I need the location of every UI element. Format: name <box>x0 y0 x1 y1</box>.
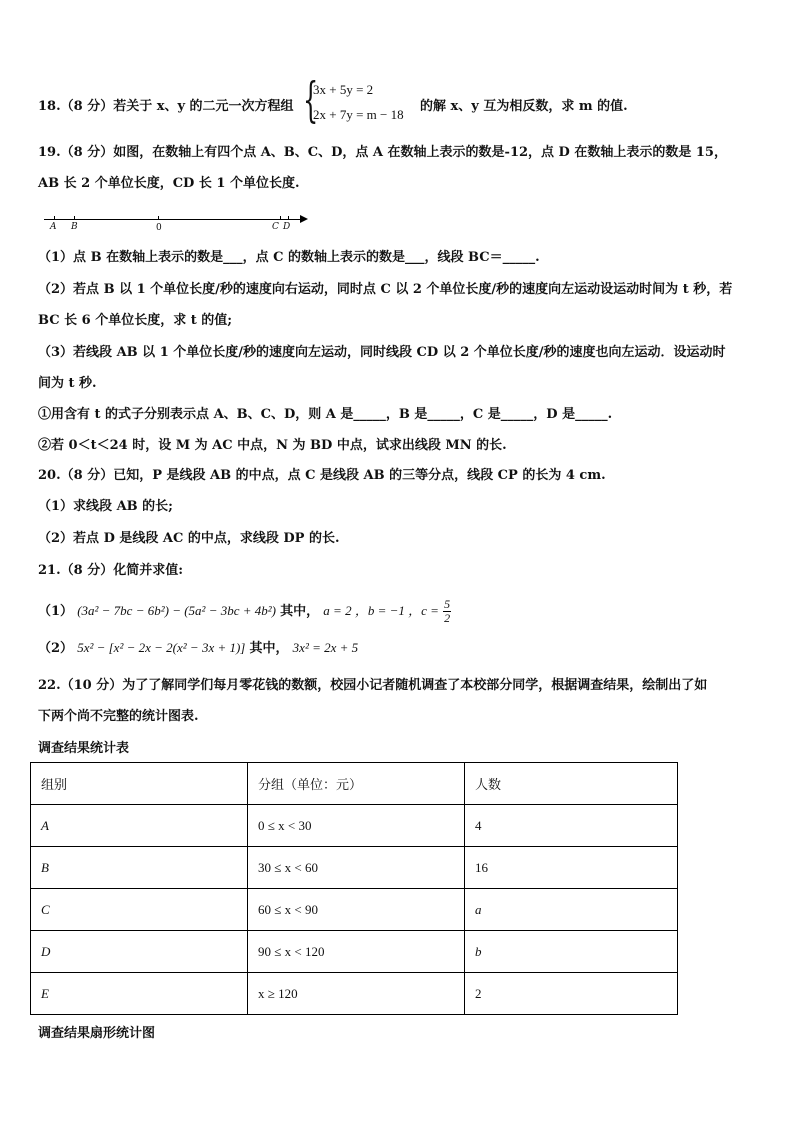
label-a: A <box>50 222 57 232</box>
q19-part3-b: 间为 t 秒. <box>38 376 97 391</box>
number-line <box>44 213 309 233</box>
q19-part3-d: ②若 0＜t＜24 时，设 M 为 AC 中点，N 为 BD 中点，试求出线段 MN 的长. <box>38 438 507 453</box>
fraction-denominator: 2 <box>444 611 451 625</box>
q20-part2: （2）若点 D 是线段 AC 的中点，求线段 DP 的长. <box>38 531 340 546</box>
table-cell-group: D <box>31 931 248 973</box>
label-d: D <box>283 222 291 232</box>
q21-part1-mid: 其中， <box>280 604 320 619</box>
q19-part2-a: （2）若点 B 以 1 个单位长度/秒的速度向右运动，同时点 C 以 2 个单位长度/秒的速度向左运动设运动时间为 t 秒，若 <box>38 282 733 297</box>
tick-d <box>288 216 289 220</box>
table-cell-group: B <box>31 847 248 889</box>
q18-equation-2: 2x + 7y = m − 18 <box>313 107 404 122</box>
q18-prefix: 18.（8 分）若关于 x、y 的二元一次方程组 <box>38 99 294 114</box>
q19-part3-a: （3）若线段 AB 以 1 个单位长度/秒的速度向左运动，同时线段 CD 以 2 个单位长度/秒的速度也向左运动．设运动时 <box>38 345 726 360</box>
table-row <box>31 973 678 1015</box>
table-cell-range: x ≥ 120 <box>248 973 465 1015</box>
q18-equation-1: 3x + 5y = 2 <box>313 82 374 97</box>
q21-line1: 21.（8 分）化简并求值: <box>38 563 183 578</box>
table-cell-range: 90 ≤ x < 120 <box>248 931 465 973</box>
table-cell-group: E <box>31 973 248 1015</box>
q21-part2-expression: 5x² − [x² − 2x − 2(x² − 3x + 1)] <box>77 640 246 655</box>
table-title: 调查结果统计表 <box>38 741 130 756</box>
label-zero: 0 <box>156 223 162 233</box>
q21-part2-label: （2） <box>38 641 74 656</box>
fraction-numerator: 5 <box>444 597 451 611</box>
q19-part2-b: BC 长 6 个单位长度，求 t 的值; <box>38 313 233 328</box>
arrow-right-icon <box>300 215 308 223</box>
q21-part2 <box>38 639 358 658</box>
fraction-five-halves <box>443 598 451 625</box>
number-line-axis <box>44 219 302 220</box>
q21-part1-condition: a = 2 ，b = −1 ，c = <box>323 603 439 618</box>
brace-icon: { <box>303 72 319 128</box>
table-row <box>31 805 678 847</box>
table-row <box>31 931 678 973</box>
table-cell-count: 4 <box>465 805 678 847</box>
q21-part2-condition: 3x² = 2x + 5 <box>292 640 359 655</box>
table-header-row <box>31 763 678 805</box>
q21-part1-label: （1） <box>38 604 74 619</box>
table-header-cell: 人数 <box>465 763 678 805</box>
table-header-cell: 分组（单位：元） <box>248 763 465 805</box>
tick-b <box>74 216 75 220</box>
tick-zero <box>158 216 159 220</box>
chart-title: 调查结果扇形统计图 <box>38 1026 156 1041</box>
table-cell-group: A <box>31 805 248 847</box>
table-cell-count: b <box>465 931 678 973</box>
q21-part1-expression: (3a² − 7bc − 6b²) − (5a² − 3bc + 4b²) <box>77 603 276 618</box>
q22-line1: 22.（10 分）为了了解同学们每月零花钱的数额，校园小记者随机调查了本校部分同学，根据调查结果，绘制出了如 <box>38 678 708 693</box>
table-row <box>31 889 678 931</box>
q19-part3-c: ①用含有 t 的式子分别表示点 A、B、C、D，则 A 是_____，B 是_____，C 是_____，D 是_____. <box>38 407 613 422</box>
q21-part1 <box>38 598 451 625</box>
survey-table <box>30 762 678 1015</box>
table-cell-range: 30 ≤ x < 60 <box>248 847 465 889</box>
table-cell-group: C <box>31 889 248 931</box>
q20-line1: 20.（8 分）已知，P 是线段 AB 的中点，点 C 是线段 AB 的三等分点，线段 CP 的长为 4 cm. <box>38 468 606 483</box>
table-cell-range: 60 ≤ x < 90 <box>248 889 465 931</box>
tick-c <box>280 216 281 220</box>
table-cell-count: 16 <box>465 847 678 889</box>
table-header-cell: 组别 <box>31 763 248 805</box>
q21-part2-mid: 其中， <box>249 641 289 656</box>
table-cell-count: a <box>465 889 678 931</box>
q20-part1: （1）求线段 AB 的长; <box>38 499 173 514</box>
label-c: C <box>272 222 279 232</box>
label-b: B <box>71 222 78 232</box>
table-cell-count: 2 <box>465 973 678 1015</box>
q18-suffix: 的解 x、y 互为相反数，求 m 的值. <box>420 99 628 114</box>
tick-a <box>54 216 55 220</box>
q19-part1: （1）点 B 在数轴上表示的数是___，点 C 的数轴上表示的数是___，线段 BC＝_____. <box>38 250 540 265</box>
q22-line2: 下两个尚不完整的统计图表. <box>38 709 199 724</box>
table-cell-range: 0 ≤ x < 30 <box>248 805 465 847</box>
q19-line1: 19.（8 分）如图，在数轴上有四个点 A、B、C、D，点 A 在数轴上表示的数是-12，点 D 在数轴上表示的数是 15， <box>38 145 727 160</box>
q19-line2: AB 长 2 个单位长度，CD 长 1 个单位长度. <box>38 176 300 191</box>
table-row <box>31 847 678 889</box>
